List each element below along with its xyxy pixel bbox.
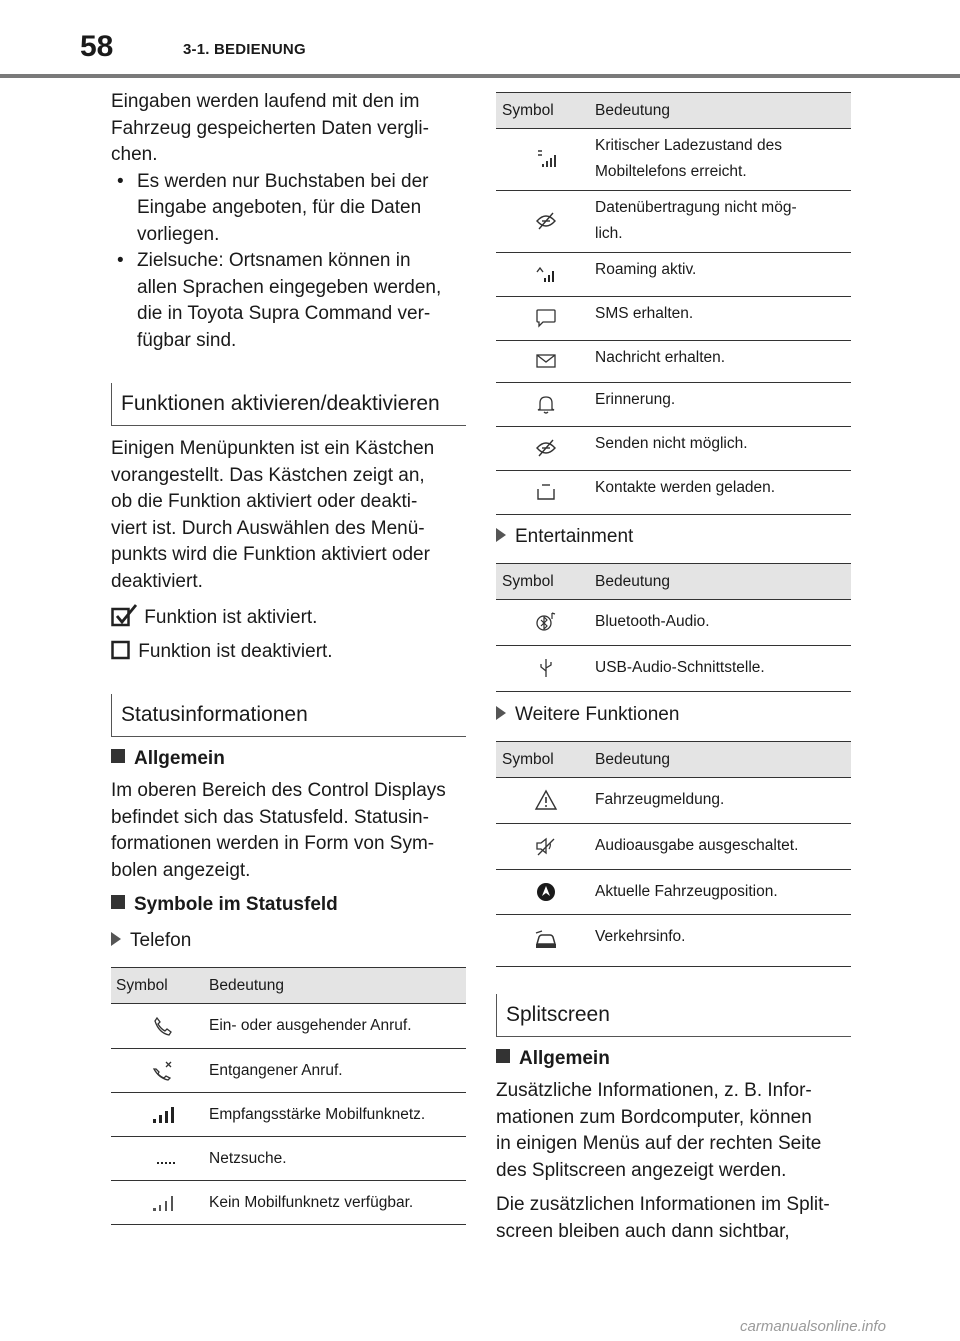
page-number: 58 [80,30,114,63]
table-row [496,778,851,824]
split-allgemein-heading: Allgemein [496,1048,610,1070]
col-header-symbol: Symbol [496,742,595,778]
entertainment-table [496,563,851,692]
col-header-meaning: Bedeutung [595,93,851,129]
section-header: 3-1. BEDIENUNG [183,41,306,58]
symbole-heading: Symbole im Statusfeld [111,894,338,916]
bullet-line: allen Sprachen eingegeben werden, [137,276,442,298]
network-search-icon [155,1150,179,1166]
bullet-item [111,169,471,249]
table-row [111,1004,466,1049]
usb-icon [536,656,556,680]
table-row [496,191,851,253]
no-signal-icon [151,1192,179,1212]
table-row [496,600,851,646]
telefon-table-continued [496,92,851,515]
table-row [496,646,851,692]
table-row [111,1137,466,1181]
reminder-bell-icon [534,393,558,415]
checked-row [111,603,317,629]
col-header-symbol: Symbol [496,93,595,129]
section-title-status: Statusinformationen [111,694,466,737]
table-cell: Nachricht erhalten. [595,341,851,383]
missed-call-icon [152,1059,174,1081]
critical-battery-icon [534,148,558,170]
table-row [496,915,851,967]
left-intro [111,89,471,354]
table-row [496,870,851,915]
vehicle-position-icon [534,880,558,904]
bullet-line: fügbar sind. [137,329,237,351]
table-cell: Bluetooth-Audio. [595,600,851,646]
intro-line: Eingaben werden laufend mit den im [111,91,420,112]
text-line: ob die Funktion aktiviert oder deakti- [111,491,418,512]
table-row [496,471,851,515]
col-header-meaning: Bedeutung [595,742,851,778]
table-cell: Datenübertragung nicht mög- lich. [595,191,851,253]
warning-icon [534,789,558,811]
text-line: in einigen Menüs auf der rechten Seite [496,1133,822,1154]
section-title-functions: Funktionen aktivieren/deaktivieren [111,383,466,426]
send-failed-icon [534,437,558,459]
text-line: mationen zum Bordcomputer, können [496,1106,812,1128]
table-row [496,427,851,471]
telefon-table [111,967,466,1225]
allgemein-text [111,778,471,884]
text-line: Zusätzliche Informationen, z. B. Infor- [496,1080,812,1101]
text-line: bolen angezeigt. [111,859,251,881]
table-cell: Roaming aktiv. [595,253,851,297]
split-text [496,1078,856,1245]
bullet-line: • Zielsuche: Ortsnamen können in [137,250,411,271]
table-cell: Senden nicht möglich. [595,427,851,471]
col-header-meaning: Bedeutung [595,564,851,600]
table-cell: Ein- oder ausgehender Anruf. [209,1004,466,1049]
table-cell: USB-Audio-Schnittstelle. [595,646,851,692]
col-header-symbol: Symbol [111,968,209,1004]
table-cell: Fahrzeugmeldung. [595,778,851,824]
table-cell: Erinnerung. [595,383,851,427]
table-row [496,824,851,870]
table-row [496,129,851,191]
unchecked-label: Funktion ist deaktiviert. [138,641,333,662]
message-icon [534,351,558,371]
unchecked-row [111,639,333,663]
bullet-item [111,248,471,354]
watermark: carmanualsonline.info [740,1318,886,1335]
table-cell: Entgangener Anruf. [209,1049,466,1093]
traffic-info-icon [533,928,559,952]
table-row [496,253,851,297]
sms-icon [534,307,558,329]
table-cell: Netzsuche. [209,1137,466,1181]
table-cell: Verkehrsinfo. [595,915,851,967]
table-cell: Kontakte werden geladen. [595,471,851,515]
table-cell: Kein Mobilfunknetz verfügbar. [209,1181,466,1225]
intro-line: Fahrzeug gespeicherten Daten vergli- [111,117,429,139]
weitere-table [496,741,851,967]
bullet-line: die in Toyota Supra Command ver- [137,303,431,324]
weitere-heading: Weitere Funktionen [496,704,679,726]
table-row [111,1093,466,1137]
table-cell: Kritischer Ladezustand des Mobiltelefons erreicht. [595,129,851,191]
table-cell: Audioausgabe ausgeschaltet. [595,824,851,870]
table-row [496,383,851,427]
signal-strength-icon [151,1104,179,1124]
bluetooth-audio-icon [534,610,558,634]
text-line: vorangestellt. Das Kästchen zeigt an, [111,464,425,486]
bullet-line: vorliegen. [137,223,220,245]
intro-line: chen. [111,144,158,165]
col-header-symbol: Symbol [496,564,595,600]
text-line: deaktiviert. [111,570,203,592]
checkbox-checked-icon [111,603,139,627]
telefon-heading: Telefon [111,930,191,952]
col-header-meaning: Bedeutung [209,968,466,1004]
section-title-splitscreen: Splitscreen [496,994,851,1037]
phone-call-icon [152,1015,174,1037]
table-row [111,1181,466,1225]
text-line: Einigen Menüpunkten ist ein Kästchen [111,438,435,459]
checkbox-unchecked-icon [111,639,133,661]
text-line: befindet sich das Statusfeld. Statusin- [111,806,429,828]
header-rule [0,74,960,78]
text-line: Im oberen Bereich des Control Displays [111,780,446,801]
table-cell: Aktuelle Fahrzeugposition. [595,870,851,915]
no-data-icon [534,210,558,232]
bullet-line: Eingabe angeboten, für die Daten [137,197,422,218]
table-cell: Empfangsstärke Mobilfunknetz. [209,1093,466,1137]
table-cell: SMS erhalten. [595,297,851,341]
table-row [496,341,851,383]
bullet-line: • Es werden nur Buchstaben bei der [137,170,429,192]
roaming-icon [534,264,558,284]
text-line: formationen werden in Form von Sym- [111,833,435,854]
checked-label: Funktion ist aktiviert. [144,607,318,628]
text-line: punkts wird die Funktion aktiviert oder [111,544,430,565]
table-row [111,1049,466,1093]
entertainment-heading: Entertainment [496,526,633,548]
contacts-loading-icon [534,481,558,503]
allgemein-heading: Allgemein [111,748,225,770]
text-line: viert ist. Durch Auswählen des Menü- [111,517,425,539]
functions-text [111,436,471,595]
text-line: screen bleiben auch dann sichtbar, [496,1220,790,1242]
text-line: des Splitscreen angezeigt werden. [496,1159,787,1181]
audio-off-icon [534,835,558,857]
table-row [496,297,851,341]
text-line: Die zusätzlichen Informationen im Split- [496,1194,830,1215]
